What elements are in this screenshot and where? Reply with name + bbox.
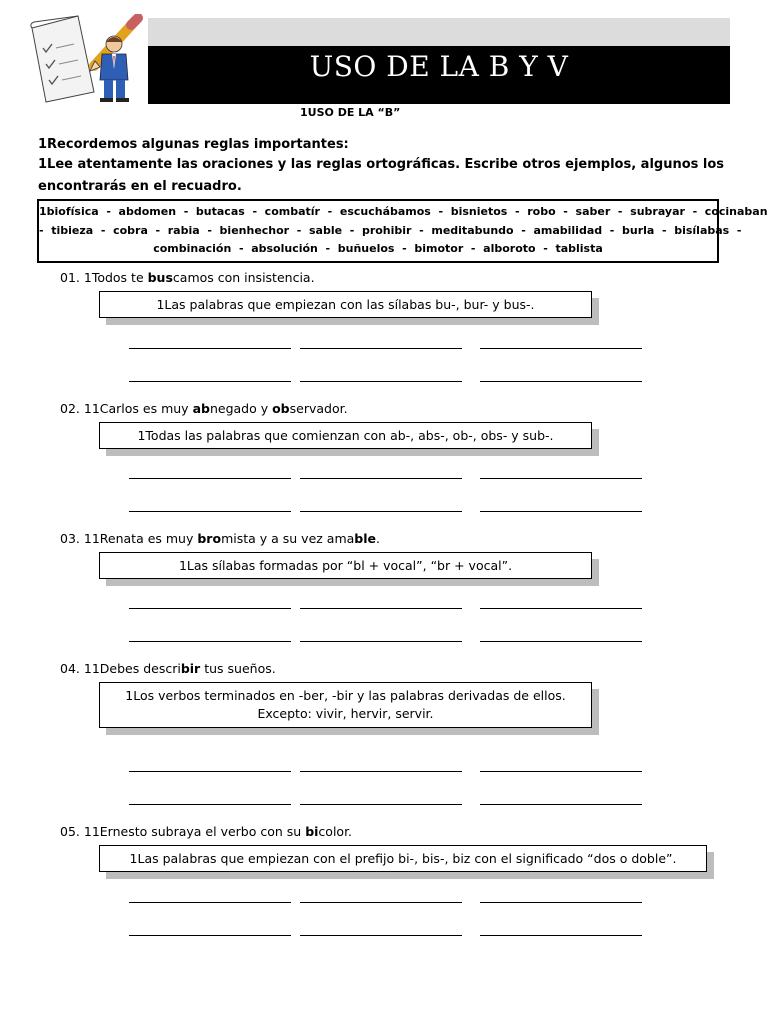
rule-box bbox=[99, 682, 592, 728]
answer-line[interactable] bbox=[480, 935, 642, 936]
rule-text: 1Los verbos terminados en -ber, -bir y las palabras derivadas de ellos. bbox=[125, 688, 566, 703]
exercise-number: 01. bbox=[60, 270, 80, 285]
highlighted-syllable: ob bbox=[272, 401, 290, 416]
intro-line-3: encontrarás en el recuadro. bbox=[38, 179, 242, 194]
exercise-sentence bbox=[60, 401, 348, 416]
answer-line[interactable] bbox=[129, 902, 291, 903]
answer-line[interactable] bbox=[129, 478, 291, 479]
answer-line[interactable] bbox=[300, 478, 462, 479]
answer-line[interactable] bbox=[480, 804, 642, 805]
logo-illustration bbox=[28, 14, 146, 104]
intro-line-1: 1Recordemos algunas reglas importantes: bbox=[38, 137, 349, 152]
sentence-text: servador. bbox=[289, 401, 348, 416]
highlighted-syllable: bi bbox=[305, 824, 319, 839]
answer-line[interactable] bbox=[300, 381, 462, 382]
rule-text: 1Todas las palabras que comienzan con ab-, abs-, ob-, obs- y sub-. bbox=[137, 427, 554, 443]
word-box-row: combinación - absolución - buñuelos - bimotor - alboroto - tablista bbox=[153, 242, 603, 255]
answer-line[interactable] bbox=[129, 511, 291, 512]
sentence-text: . bbox=[376, 531, 380, 546]
title-bar bbox=[148, 46, 730, 104]
answer-line[interactable] bbox=[129, 381, 291, 382]
sentence-text: camos con insistencia. bbox=[172, 270, 315, 285]
answer-line[interactable] bbox=[480, 902, 642, 903]
exercise-sentence bbox=[60, 270, 315, 285]
answer-line[interactable] bbox=[129, 608, 291, 609]
rule-text: 1Las palabras que empiezan con el prefijo bi-, bis-, biz con el significado “dos o doble”. bbox=[129, 850, 677, 866]
exercise-sentence bbox=[60, 661, 276, 676]
answer-line[interactable] bbox=[129, 804, 291, 805]
answer-line[interactable] bbox=[480, 478, 642, 479]
exercise-number: 05. bbox=[60, 824, 80, 839]
rule-box bbox=[99, 845, 707, 872]
answer-line[interactable] bbox=[300, 771, 462, 772]
exercise-number: 02. bbox=[60, 401, 80, 416]
sentence-text: mista y a su vez ama bbox=[221, 531, 355, 546]
page-title: USO DE LA B Y V bbox=[309, 49, 569, 83]
answer-line[interactable] bbox=[300, 348, 462, 349]
intro-line-2: 1Lee atentamente las oraciones y las reglas ortográficas. Escribe otros ejemplos, algunos los bbox=[38, 157, 725, 172]
answer-line[interactable] bbox=[480, 771, 642, 772]
sentence-text: 11Ernesto subraya el verbo con su bbox=[79, 824, 306, 839]
answer-line[interactable] bbox=[480, 511, 642, 512]
answer-line[interactable] bbox=[300, 902, 462, 903]
exercise-sentence bbox=[60, 531, 380, 546]
rule-box bbox=[99, 422, 592, 449]
answer-line[interactable] bbox=[300, 641, 462, 642]
rule-box bbox=[99, 552, 592, 579]
answer-line[interactable] bbox=[300, 804, 462, 805]
answer-line[interactable] bbox=[480, 641, 642, 642]
title-background bbox=[148, 18, 730, 46]
answer-line[interactable] bbox=[480, 348, 642, 349]
sentence-text: 11Carlos es muy bbox=[79, 401, 193, 416]
sentence-text: tus sueños. bbox=[200, 661, 276, 676]
highlighted-syllable: bus bbox=[147, 270, 173, 285]
answer-line[interactable] bbox=[480, 608, 642, 609]
highlighted-syllable: ab bbox=[192, 401, 210, 416]
exercise-number: 03. bbox=[60, 531, 80, 546]
word-box-row: - tibieza - cobra - rabia - bienhechor - sable - prohibir - meditabundo - amabilidad - burla - bisílabas - bbox=[39, 223, 742, 237]
section-subtitle: 1USO DE LA “B” bbox=[300, 106, 401, 119]
highlighted-syllable: ble bbox=[354, 531, 377, 546]
highlighted-syllable: bir bbox=[180, 661, 201, 676]
answer-line[interactable] bbox=[129, 935, 291, 936]
sentence-text: negado y bbox=[209, 401, 273, 416]
sentence-text: 11Renata es muy bbox=[79, 531, 198, 546]
answer-line[interactable] bbox=[480, 381, 642, 382]
answer-line[interactable] bbox=[300, 608, 462, 609]
answer-line[interactable] bbox=[129, 771, 291, 772]
word-box bbox=[37, 199, 768, 263]
highlighted-syllable: bro bbox=[197, 531, 222, 546]
answer-line[interactable] bbox=[300, 935, 462, 936]
word-box-row: 1biofísica - abdomen - butacas - combatír - escuchábamos - bisnietos - robo - saber - subrayar - cocinaban bbox=[39, 205, 768, 218]
rule-box bbox=[99, 291, 592, 318]
exercise-sentence bbox=[60, 824, 352, 839]
sentence-text: 11Debes descri bbox=[79, 661, 181, 676]
answer-line[interactable] bbox=[129, 348, 291, 349]
rule-text: 1Las palabras que empiezan con las sílabas bu-, bur- y bus-. bbox=[156, 296, 535, 312]
answer-line[interactable] bbox=[300, 511, 462, 512]
answer-line[interactable] bbox=[129, 641, 291, 642]
exercise-number: 04. bbox=[60, 661, 80, 676]
sentence-text: 1Todos te bbox=[79, 270, 148, 285]
sentence-text: color. bbox=[318, 824, 353, 839]
rule-text: Excepto: vivir, hervir, servir. bbox=[257, 706, 434, 721]
rule-text: 1Las sílabas formadas por “bl + vocal”, “br + vocal”. bbox=[178, 557, 513, 573]
